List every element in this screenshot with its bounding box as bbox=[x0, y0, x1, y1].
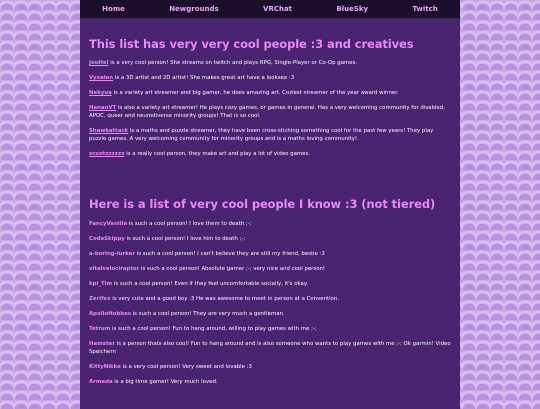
person-name: KittyNikke bbox=[89, 364, 121, 370]
nav-link-newgrounds[interactable]: Newgrounds bbox=[169, 5, 219, 13]
person-entry bbox=[89, 295, 451, 303]
person-name: CodeSkippy bbox=[89, 236, 125, 242]
creative-link[interactable]: JooHeI bbox=[89, 60, 109, 66]
creative-description: is a 3D artist and 2D artist! She makes great art have a looksee :3 bbox=[113, 75, 295, 81]
creative-link[interactable]: Nekyua bbox=[89, 90, 112, 96]
person-description: is such a cool person! I love him to death ;-; bbox=[124, 236, 246, 242]
creative-link[interactable]: Shawkattack bbox=[89, 128, 129, 134]
person-name: FancyVanilla bbox=[89, 221, 128, 227]
creatives-heading: This list has very very cool people :3 and creatives bbox=[89, 37, 414, 51]
person-entry bbox=[89, 250, 451, 258]
cool-people-heading: Here is a list of very cool people I know :3 (not tiered) bbox=[89, 197, 436, 211]
creative-link[interactable]: scootzzzzzx bbox=[89, 151, 125, 157]
person-entry bbox=[89, 235, 451, 243]
nav-link-vrchat[interactable]: VRChat bbox=[263, 5, 293, 13]
creative-description: is a very cool person! She streams on twitch and plays RPG, Single-Player or Co-Op games. bbox=[108, 60, 358, 66]
creative-entry bbox=[89, 74, 451, 82]
person-entry bbox=[89, 378, 451, 386]
person-name: ApolloHobbes bbox=[89, 311, 131, 317]
person-name: vitalvelociraptor bbox=[89, 266, 140, 272]
person-entry bbox=[89, 280, 451, 288]
top-nav-bar bbox=[80, 0, 460, 19]
person-description: is a person thats also cool! Fun to hang around and is also someone who wants to play games with me ;-; Ok garmin! Video Speichern bbox=[89, 341, 451, 355]
creative-description: is a variety art streamer and big gamer, he does amazing art. Coziest streamer of the year award winner. bbox=[111, 90, 399, 96]
person-description: is a very cool person! Very sweet and lovable :3 bbox=[120, 364, 252, 370]
person-description: is very cute and a good boy :3 He was awesome to meet in person at a Convention. bbox=[110, 296, 340, 302]
creative-description: is also a variety art streamer! He plays cozy games, or games in general. Has a very welcoming community for disabled, APOC, queer and neurodiverse minority groups! That is so cool. bbox=[89, 105, 445, 119]
person-description: is a big time gamer! Very much loved. bbox=[112, 379, 218, 385]
nav-link-bluesky[interactable]: BlueSky bbox=[336, 5, 369, 13]
creative-entry bbox=[89, 150, 451, 158]
creative-description: is a maths and puzzle streamer, they have been cross-stiching something cool for the past few years! They play puzzle games. A very welcoming community for minority groups and is a maths loving community!. bbox=[89, 128, 434, 142]
creatives-section bbox=[89, 37, 451, 158]
person-entry bbox=[89, 325, 451, 333]
person-name: Zerifex bbox=[89, 296, 111, 302]
nav-link-home[interactable]: Home bbox=[102, 5, 125, 13]
person-description: is such a cool person! Fun to hang around, willing to play games with me ;-; bbox=[110, 326, 317, 332]
creative-description: is a really cool person, they make art and play a lot of video games. bbox=[124, 151, 310, 157]
creative-link[interactable]: Vyxalen bbox=[89, 75, 114, 81]
person-entry bbox=[89, 310, 451, 318]
creative-entry bbox=[89, 59, 451, 67]
person-description: is such a cool person! I can't believe they are still my friend, bestie :3 bbox=[134, 251, 325, 257]
creative-entry bbox=[89, 104, 451, 120]
person-description: is such a cool person! They are very much a gentleman. bbox=[130, 311, 285, 317]
person-name: Hamster bbox=[89, 341, 115, 347]
person-description: is such a cool person! Absolute gamer ;-; very nice and cool person! bbox=[139, 266, 326, 272]
person-name: Tetrum bbox=[89, 326, 111, 332]
main-content-panel bbox=[80, 19, 460, 409]
creative-entry bbox=[89, 127, 451, 143]
person-description: is such a cool person! I love them to death ;-; bbox=[127, 221, 252, 227]
creative-entry bbox=[89, 89, 451, 97]
person-name: Armada bbox=[89, 379, 113, 385]
person-entry bbox=[89, 363, 451, 371]
nav-link-twitch[interactable]: Twitch bbox=[412, 5, 438, 13]
person-entry bbox=[89, 265, 451, 273]
person-name: kpi_Tim bbox=[89, 281, 113, 287]
person-entry bbox=[89, 220, 451, 228]
cool-people-section bbox=[89, 197, 451, 386]
creative-link[interactable]: HanaoVT bbox=[89, 105, 117, 111]
person-entry bbox=[89, 340, 451, 356]
person-description: is such a cool person! Even if they feel uncomfortable socially, it's okay. bbox=[112, 281, 308, 287]
person-name: a-boring-lurker bbox=[89, 251, 135, 257]
